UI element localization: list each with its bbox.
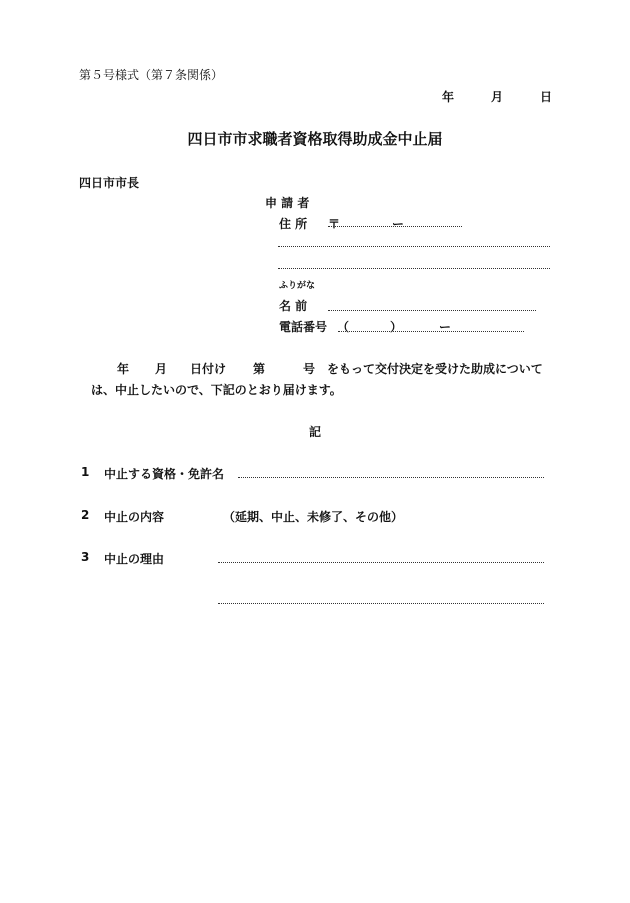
document-title: 四日市市求職者資格取得助成金中止届: [187, 130, 443, 148]
date-month-label: 月: [491, 90, 504, 104]
statement-dai: 第: [253, 362, 266, 376]
postal-dash: ー: [392, 217, 405, 231]
address-label: 住 所: [279, 217, 308, 231]
phone-label: 電話番号: [279, 320, 328, 334]
statement-line1-rest: をもって交付決定を受けた助成について: [327, 362, 543, 376]
item-3-label: 中止の理由: [104, 552, 165, 566]
statement-go: 号: [303, 362, 316, 376]
item-1-label: 中止する資格・免許名: [104, 467, 225, 481]
statement-month: 月: [155, 362, 168, 376]
name-label: 名 前: [279, 299, 308, 313]
ki-heading: 記: [309, 425, 322, 439]
phone-dash: ー: [439, 320, 452, 334]
cancellation-options: （延期、中止、未修了、その他）: [223, 510, 404, 524]
postal-code-field[interactable]: [328, 226, 462, 227]
statement-line2: は、中止したいので、下記のとおり届けます。: [91, 383, 342, 397]
phone-paren-open: （: [337, 320, 350, 334]
date-day-label: 日: [540, 90, 553, 104]
statement-day-suffix: 日付け: [190, 362, 227, 376]
statement-year: 年: [117, 362, 130, 376]
item-1-number: 1: [81, 465, 90, 479]
addressee: 四日市市長: [79, 176, 140, 190]
item-2-number: 2: [81, 508, 90, 522]
applicant-heading: 申 請 者: [265, 196, 310, 210]
reason-line-2-field[interactable]: [218, 603, 544, 604]
address-line-2-field[interactable]: [278, 268, 550, 269]
date-year-label: 年: [442, 90, 455, 104]
phone-field[interactable]: [338, 331, 524, 332]
form-number: 第５号様式（第７条関係）: [79, 68, 224, 82]
reason-line-1-field[interactable]: [218, 562, 544, 563]
qualification-name-field[interactable]: [238, 477, 544, 478]
furigana-label: ふりがな: [279, 281, 316, 291]
item-3-number: 3: [81, 550, 90, 564]
name-field[interactable]: [328, 310, 536, 311]
phone-paren-close: ）: [390, 320, 403, 334]
postal-mark: 〒: [328, 217, 341, 231]
address-line-1-field[interactable]: [278, 246, 550, 247]
item-2-label: 中止の内容: [104, 510, 165, 524]
